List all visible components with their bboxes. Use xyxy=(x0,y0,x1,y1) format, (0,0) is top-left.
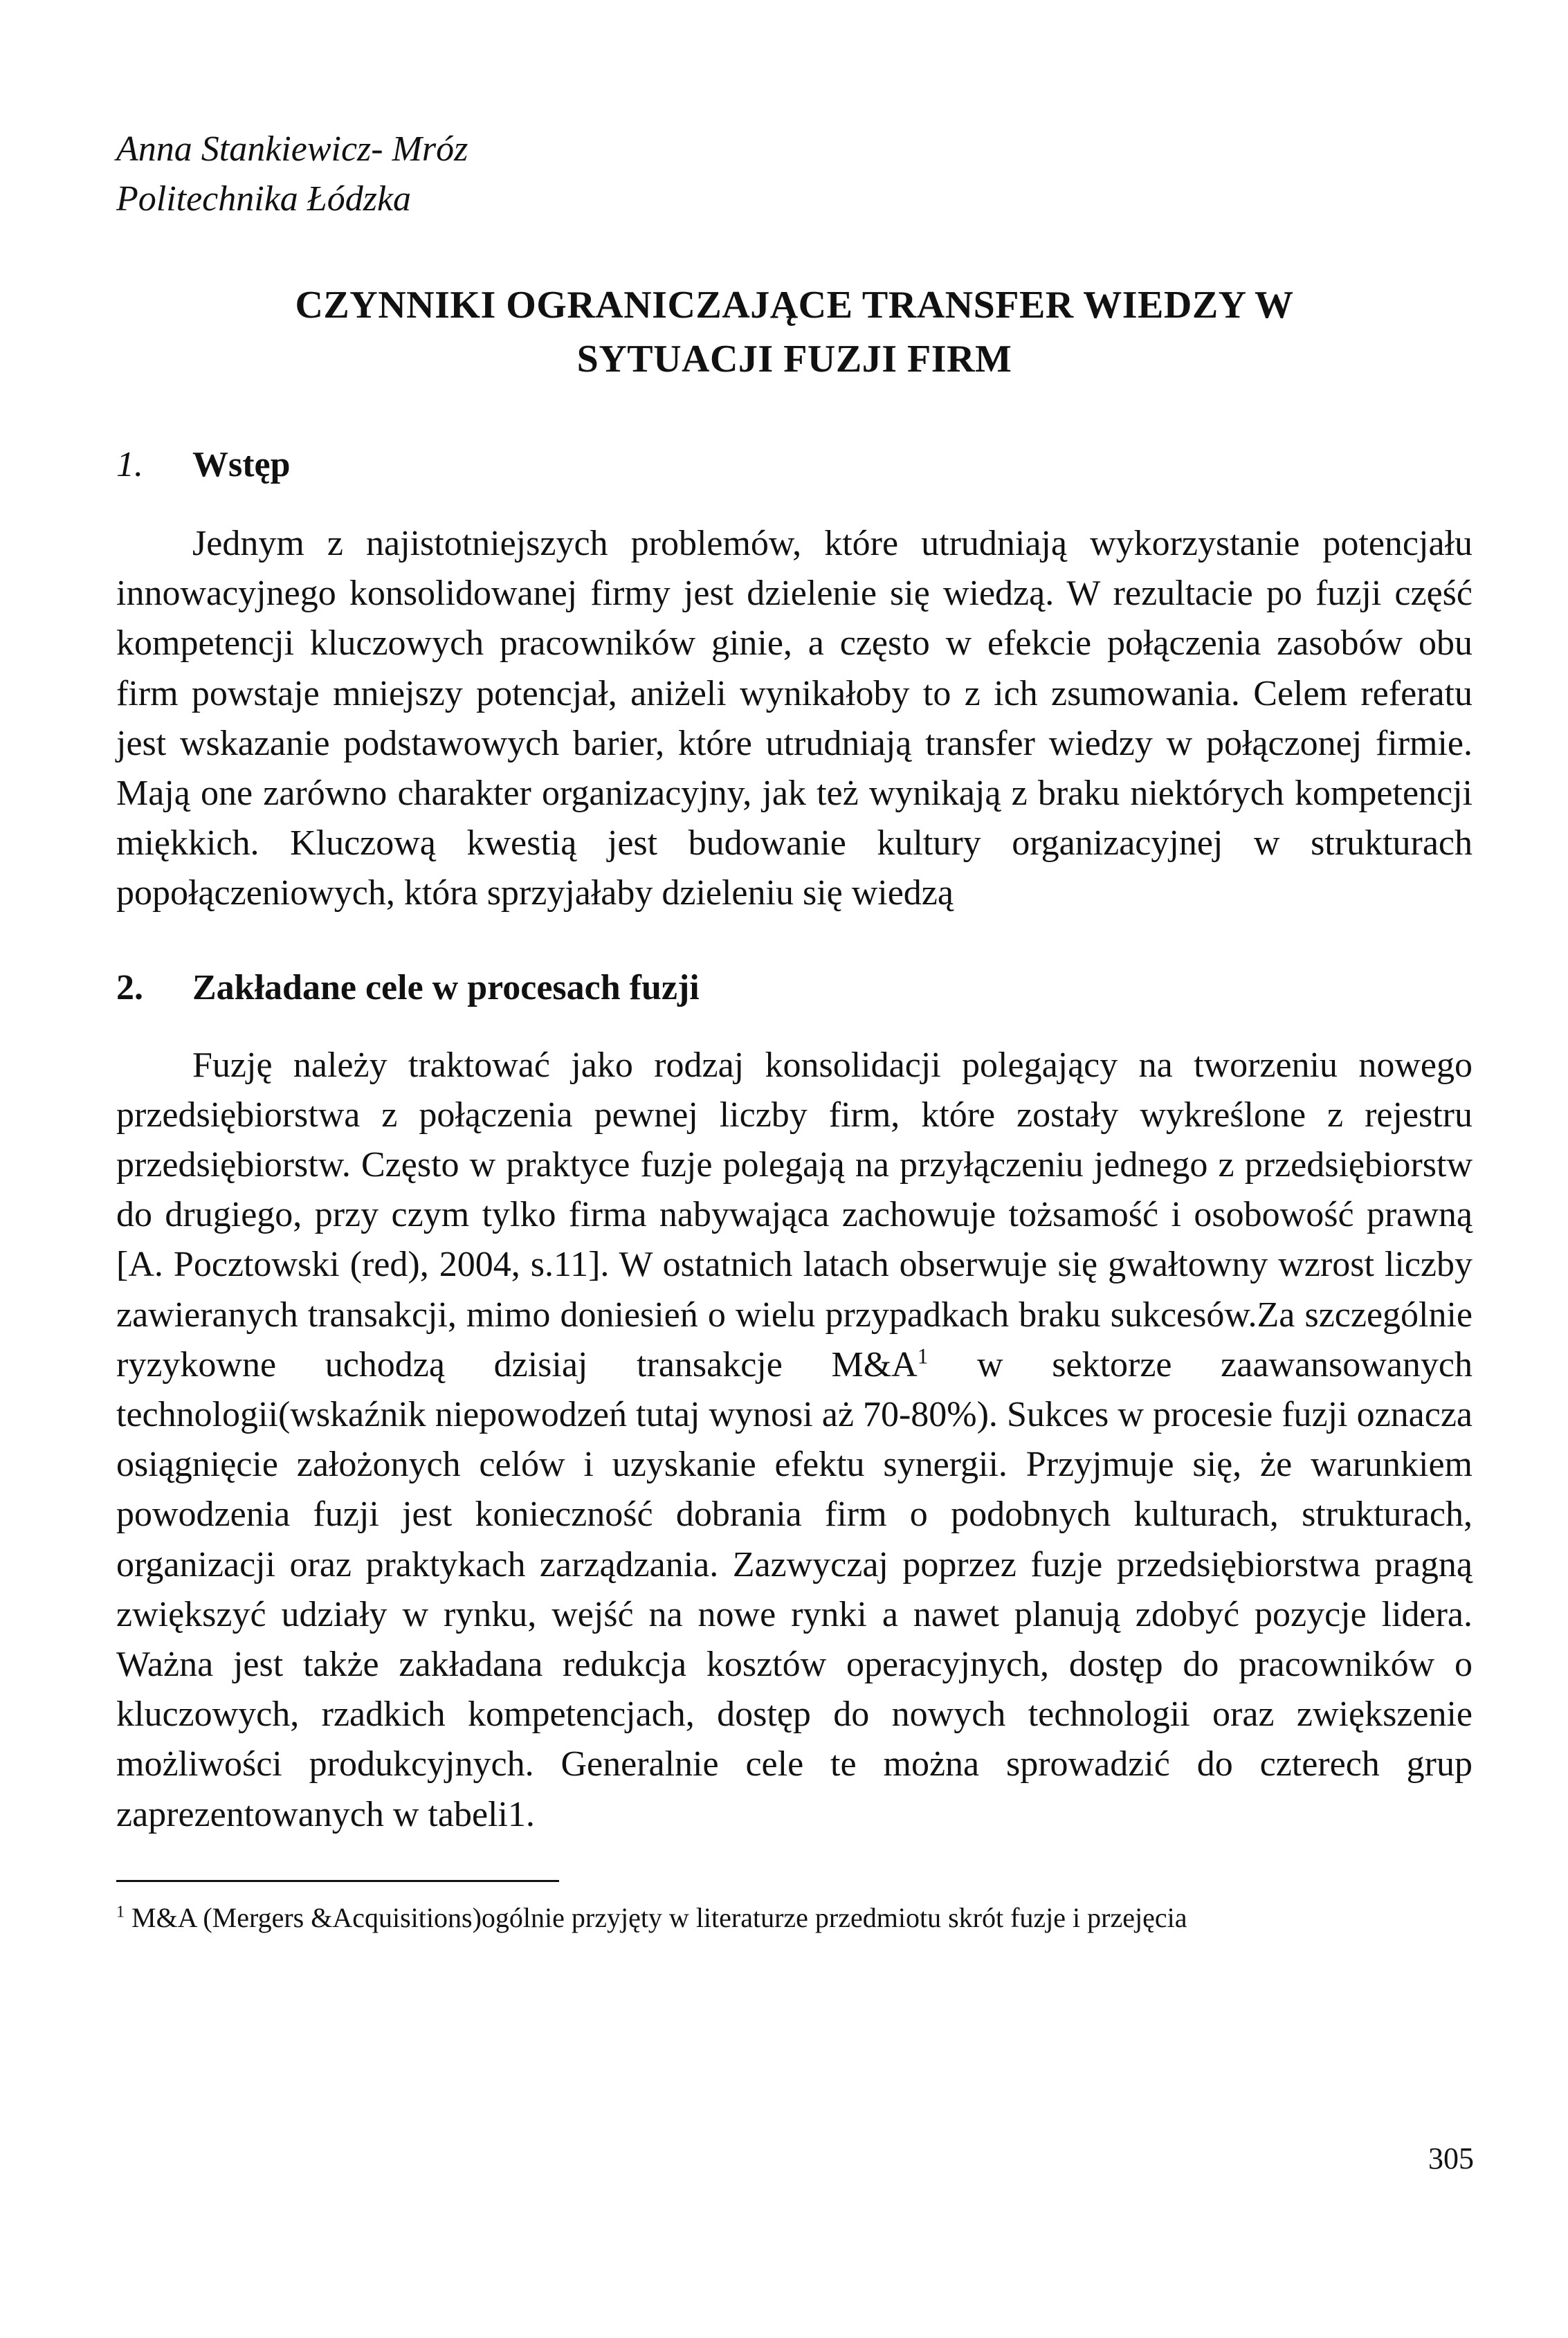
footnote-separator xyxy=(116,1880,559,1882)
footnote xyxy=(116,1899,1473,1937)
article-title-line-2: SYTUACJI FUZJI FIRM xyxy=(576,338,1012,381)
author-name: Anna Stankiewicz- Mróz xyxy=(116,129,468,169)
author-affiliation: Politechnika Łódzka xyxy=(116,179,412,219)
footnote-reference: 1 xyxy=(917,1344,929,1369)
document-page xyxy=(116,125,1473,1937)
footnote-text: M&A (Mergers &Acquisitions)ogólnie przyjęty w literaturze przedmiotu skrót fuzje i przejęcia xyxy=(125,1901,1187,1933)
footnote-marker: 1 xyxy=(116,1903,125,1921)
section-number: 2. xyxy=(116,967,143,1007)
section-title: Wstęp xyxy=(192,445,291,484)
section-heading-introduction xyxy=(116,440,1473,490)
author-block xyxy=(116,125,1473,224)
paragraph-text-before-note: Fuzję należy traktować jako rodzaj konsolidacji polegający na tworzeniu nowego przedsiębiorstwa z połączenia pewnej liczby firm, które zostały wykreślone z rejestru przedsiębiorstw. Często w praktyce fuzje polegają na przyłączeniu jednego z przedsiębiorstw do drugiego, przy czym tylko firma nabywająca zachowuje tożsamość i osobowość prawną [A. Pocztowski (red), 2004, s.11]. W ostatnich latach obserwuje się gwałtowny wzrost liczby zawieranych transakcji, mimo doniesień o wielu przypadkach braku sukcesów.Za szczególnie ryzykowne uchodzą dzisiaj transakcje M&A xyxy=(116,1045,1473,1385)
section-number: 1. xyxy=(116,445,143,484)
paragraph-text-after-note: w sektorze zaawansowanych technologii(wskaźnik niepowodzeń tutaj wynosi aż 70-80%). Sukces w procesie fuzji oznacza osiągnięcie założonych celów i uzyskanie efektu synergii. Przyjmuje się, że warunkiem powodzenia fuzji jest konieczność dobrania firm o podobnych kulturach, strukturach, organizacji oraz praktykach zarządzania. Zazwyczaj poprzez fuzje przedsiębiorstwa pragną zwiększyć udziały w rynku, wejść na nowe rynki a nawet planują zdobyć pozycje lidera. Ważna jest także zakładana redukcja kosztów operacyjnych, dostęp do pracowników o kluczowych, rzadkich kompetencjach, dostęp do nowych technologii oraz zwiększenie możliwości produkcyjnych. Generalnie cele te można sprowadzić do czterech grup zaprezentowanych w tabeli1. xyxy=(116,1344,1473,1834)
article-title xyxy=(116,278,1473,386)
article-title-line-1: CZYNNIKI OGRANICZAJĄCE TRANSFER WIEDZY W xyxy=(295,284,1294,327)
section-title: Zakładane cele w procesach fuzji xyxy=(192,967,700,1007)
introduction-paragraph: Jednym z najistotniejszych problemów, które utrudniają wykorzystanie potencjału innowacyjnego konsolidowanej firmy jest dzielenie się wiedzą. W rezultacie po fuzji część kompetencji kluczowych pracowników ginie, a często w efekcie połączenia zasobów obu firm powstaje mniejszy potencjał, aniżeli wynikałoby to z ich zsumowania. Celem referatu jest wskazanie podstawowych barier, które utrudniają transfer wiedzy w połączonej firmie. Mają one zarówno charakter organizacyjny, jak też wynikają z braku niektórych kompetencji miękkich. Kluczową kwestią jest budowanie kultury organizacyjnej w strukturach popołączeniowych, która sprzyjałaby dzieleniu się wiedzą xyxy=(116,524,1473,913)
section-heading-merger-goals xyxy=(116,963,1473,1013)
page-number: 305 xyxy=(1428,2141,1474,2175)
merger-goals-paragraph xyxy=(116,1041,1473,1840)
